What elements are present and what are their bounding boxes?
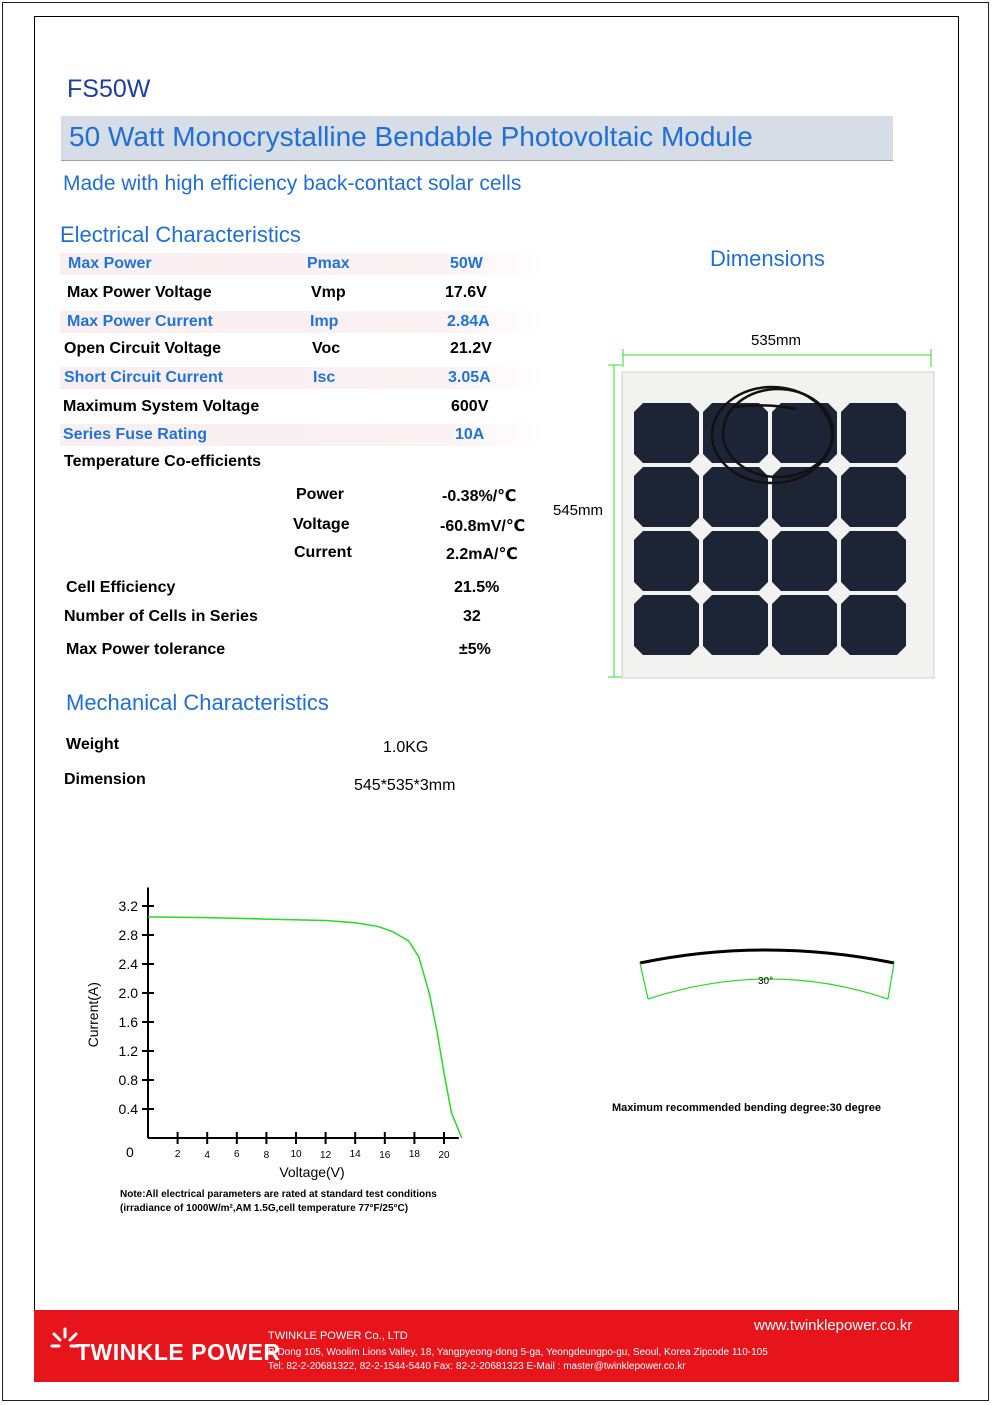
bending-angle-label: 30° [758, 976, 774, 987]
electrical-heading: Electrical Characteristics [60, 222, 301, 247]
bending-diagram [630, 935, 910, 1015]
brand-logo-text: TWINKLE POWER [76, 1339, 281, 1365]
solar-cell [703, 531, 768, 591]
y-tick-label: 0.4 [118, 1101, 138, 1117]
spec-value: 3.05A [448, 369, 491, 386]
x-tick-label: 18 [408, 1149, 420, 1160]
spec-label: Short Circuit Current [64, 369, 224, 386]
dimensions-heading: Dimensions [710, 246, 825, 271]
spec-label: Cell Efficiency [66, 579, 176, 596]
mechanical-heading: Mechanical Characteristics [66, 690, 329, 715]
company-address: B Dong 105, Woolim Lions Valley, 18, Yangpyeong-dong 5-ga, Yeongdeungpo-gu, Seoul, Korea Zipcode 110-105 [268, 1347, 768, 1358]
temperature-coefficients-heading: Temperature Co-efficients [64, 453, 262, 470]
chart-note-line-2: (irradiance of 1000W/m²,AM 1.5G,cell temperature 77°F/25°C) [120, 1203, 409, 1214]
y-tick-label: 2.0 [118, 985, 138, 1001]
spec-symbol: Voc [312, 340, 341, 357]
spec-label: Maximum System Voltage [63, 398, 260, 415]
solar-panel-figure [600, 345, 940, 685]
temp-coef-value: 2.2mA/℃ [446, 546, 518, 563]
y-tick-label: 1.6 [118, 1014, 138, 1030]
bending-caption: Maximum recommended bending degree:30 degree [612, 1102, 881, 1114]
chart-axes [148, 888, 459, 1139]
temp-coef-value: -0.38%/℃ [442, 488, 517, 505]
solar-cell [634, 531, 699, 591]
x-axis-label: Voltage(V) [279, 1164, 345, 1180]
solar-cell [703, 595, 768, 655]
iv-curve-line [148, 917, 462, 1138]
y-tick-label: 3.2 [118, 898, 138, 914]
height-dimension-label: 545mm [553, 502, 604, 519]
spec-symbol: Vmp [311, 284, 346, 301]
spec-value: 2.84A [447, 313, 490, 330]
spec-label: Max Power Current [67, 313, 213, 330]
spec-value: 17.6V [445, 284, 487, 301]
mechanical-value: 1.0KG [383, 739, 429, 756]
spec-value: 50W [450, 255, 483, 272]
solar-cell [772, 531, 837, 591]
y-tick-label: 2.4 [118, 956, 138, 972]
solar-cell [634, 403, 699, 463]
company-contact: Tel: 82-2-20681322, 82-2-1544-5440 Fax: 82-2-20681323 E-Mail : master@twinklepower.co.kr [268, 1361, 686, 1372]
spec-symbol: Pmax [307, 255, 350, 272]
y-tick-label: 0.8 [118, 1072, 138, 1088]
mechanical-label: Weight [66, 736, 120, 753]
spec-label: Series Fuse Rating [63, 426, 208, 443]
solar-cell [841, 595, 906, 655]
width-dimension-label: 535mm [751, 332, 802, 349]
temp-coef-value: -60.8mV/℃ [440, 518, 526, 535]
x-tick-label: 4 [204, 1150, 210, 1161]
spec-value: ±5% [459, 641, 491, 658]
spec-label: Number of Cells in Series [64, 608, 258, 625]
temp-coef-label: Current [294, 544, 352, 561]
x-tick-label: 14 [349, 1149, 361, 1160]
x-tick-label: 16 [379, 1150, 391, 1161]
x-tick-label: 8 [263, 1150, 270, 1161]
temp-coef-label: Voltage [293, 516, 350, 533]
x-tick-label: 12 [320, 1150, 332, 1161]
iv-curve-chart [80, 880, 500, 1180]
spec-value: 10A [455, 426, 485, 443]
spec-symbol: Isc [313, 369, 336, 386]
spec-label: Max Power tolerance [66, 641, 226, 658]
origin-label: 0 [126, 1144, 134, 1160]
company-name: TWINKLE POWER Co., LTD [268, 1330, 408, 1342]
chart-note-line-1: Note:All electrical parameters are rated at standard test conditions [120, 1189, 437, 1200]
mechanical-label: Dimension [64, 771, 146, 788]
solar-cell [634, 467, 699, 527]
spec-value: 21.5% [454, 579, 500, 596]
spec-value: 600V [451, 398, 489, 415]
spec-label: Open Circuit Voltage [64, 340, 222, 357]
spec-value: 32 [463, 608, 481, 625]
x-tick-label: 10 [290, 1149, 302, 1160]
x-tick-label: 2 [174, 1149, 181, 1160]
website-link[interactable]: www.twinklepower.co.kr [754, 1317, 913, 1334]
solar-cell [634, 595, 699, 655]
solar-cell [841, 467, 906, 527]
solar-cell [841, 531, 906, 591]
spec-value: 21.2V [450, 340, 492, 357]
mechanical-value: 545*535*3mm [354, 777, 456, 794]
solar-cell [772, 595, 837, 655]
spec-label: Max Power [68, 255, 152, 272]
y-tick-label: 2.8 [118, 927, 138, 943]
model-number: FS50W [67, 75, 151, 103]
x-tick-label: 20 [438, 1150, 450, 1161]
y-tick-label: 1.2 [118, 1043, 138, 1059]
temp-coef-label: Power [296, 486, 345, 503]
page-title: 50 Watt Monocrystalline Bendable Photovoltaic Module [69, 121, 753, 152]
solar-cell [703, 467, 768, 527]
y-axis-label: Current(A) [85, 982, 101, 1048]
chart-ticks [119, 898, 450, 1161]
spec-label: Max Power Voltage [67, 284, 212, 301]
solar-cell [841, 403, 906, 463]
x-tick-label: 6 [234, 1149, 240, 1160]
page-subtitle: Made with high efficiency back-contact solar cells [63, 172, 522, 195]
spec-symbol: Imp [310, 313, 339, 330]
